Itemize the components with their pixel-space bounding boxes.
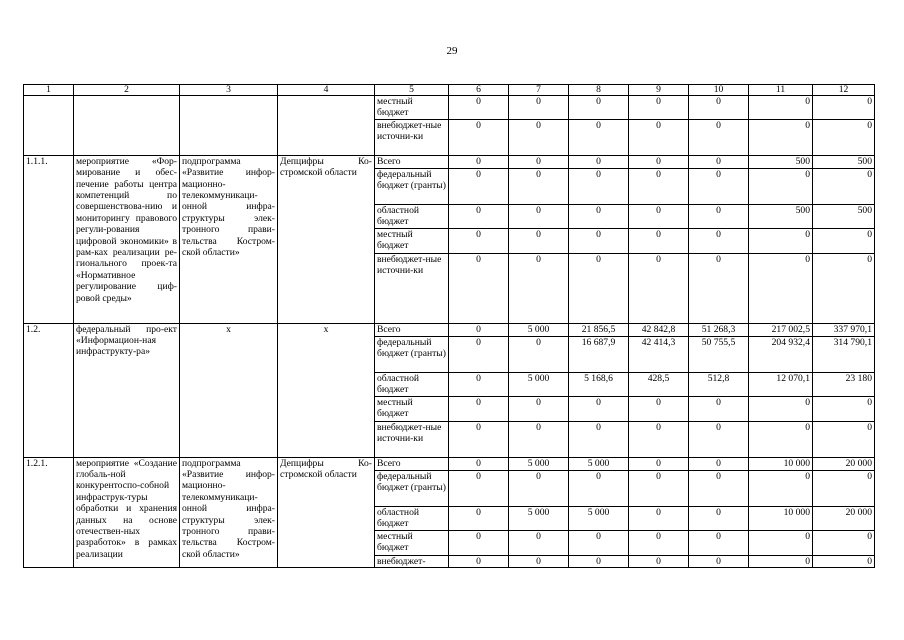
value-cell: 0 xyxy=(449,204,509,228)
value-cell: 5 000 xyxy=(509,506,569,530)
value-cell: 0 xyxy=(569,155,629,168)
value-cell: 0 xyxy=(813,396,875,421)
value-cell: 5 000 xyxy=(509,323,569,336)
value-cell: 0 xyxy=(689,204,749,228)
funding-source-cell: местный бюджет xyxy=(375,396,449,421)
value-cell: 0 xyxy=(689,155,749,168)
value-cell: 10 000 xyxy=(749,457,813,470)
budget-table xyxy=(23,84,875,568)
value-cell: 0 xyxy=(689,396,749,421)
table-row xyxy=(24,96,875,120)
value-cell: 0 xyxy=(509,421,569,457)
value-cell: 0 xyxy=(689,228,749,253)
funding-source-cell: местный бюджет xyxy=(375,530,449,555)
value-cell: 42 414,3 xyxy=(629,336,689,372)
value-cell: 0 xyxy=(629,96,689,120)
value-cell: 0 xyxy=(449,119,509,155)
value-cell: 0 xyxy=(629,155,689,168)
value-cell: 0 xyxy=(569,168,629,204)
value-cell: 0 xyxy=(569,530,629,555)
name-cell xyxy=(74,96,180,156)
funding-source-cell: местный бюджет xyxy=(375,96,449,120)
value-cell: 314 790,1 xyxy=(813,336,875,372)
value-cell: 21 856,5 xyxy=(569,323,629,336)
value-cell: 5 168,6 xyxy=(569,372,629,396)
value-cell: 0 xyxy=(449,155,509,168)
funding-source-cell: федеральный бюджет (гранты) xyxy=(375,168,449,204)
value-cell: 0 xyxy=(813,530,875,555)
value-cell: 0 xyxy=(569,96,629,120)
value-cell: 500 xyxy=(749,204,813,228)
value-cell: 0 xyxy=(749,96,813,120)
value-cell: 0 xyxy=(509,228,569,253)
header-row xyxy=(24,85,875,96)
item-name: федеральный про-ект «Информацион-ная инфраструкту-ра» xyxy=(74,323,180,457)
value-cell: 0 xyxy=(569,470,629,506)
value-cell: 0 xyxy=(449,336,509,372)
header-cell: 3 xyxy=(180,85,278,96)
table-row xyxy=(24,155,875,168)
value-cell: 0 xyxy=(689,470,749,506)
header-cell: 2 xyxy=(74,85,180,96)
value-cell: 0 xyxy=(813,96,875,120)
value-cell: 0 xyxy=(569,421,629,457)
value-cell: 0 xyxy=(569,204,629,228)
value-cell: 20 000 xyxy=(813,506,875,530)
header-cell: 11 xyxy=(749,85,813,96)
funding-source-cell: областной бюджет xyxy=(375,506,449,530)
value-cell: 0 xyxy=(449,470,509,506)
value-cell: 0 xyxy=(569,396,629,421)
value-cell: 0 xyxy=(449,506,509,530)
value-cell: 337 970,1 xyxy=(813,323,875,336)
funding-source-cell: областной бюджет xyxy=(375,204,449,228)
value-cell: 16 687,9 xyxy=(569,336,629,372)
value-cell: 512,8 xyxy=(689,372,749,396)
value-cell: 0 xyxy=(449,421,509,457)
value-cell: 0 xyxy=(449,228,509,253)
item-name: мероприятие «Создание глобаль-ной конкурентоспо-собной инфраструк-туры обработки и хранения данных на основе отечествен-ных разработок» в рамках реализации xyxy=(74,457,180,567)
funding-source-cell: внебюджет-ные источни-ки xyxy=(375,253,449,323)
value-cell: 0 xyxy=(569,119,629,155)
header-cell: 1 xyxy=(24,85,74,96)
value-cell: 0 xyxy=(509,336,569,372)
executor-cell xyxy=(278,96,375,156)
value-cell: 42 842,8 xyxy=(629,323,689,336)
value-cell: 0 xyxy=(689,253,749,323)
value-cell: 500 xyxy=(749,155,813,168)
value-cell: 0 xyxy=(749,530,813,555)
page-number: 29 xyxy=(446,45,458,57)
value-cell: 0 xyxy=(749,396,813,421)
value-cell: 0 xyxy=(689,168,749,204)
value-cell: 0 xyxy=(629,204,689,228)
value-cell: 0 xyxy=(749,253,813,323)
value-cell: 0 xyxy=(449,457,509,470)
item-name: мероприятие «Фор-мирование и обес-печение работы центра компетенций по совершенствова-нию и мониторингу правового регули-рования цифровой экономики» в рам-ках реализации ре-гионального проек-та «Нормативное регулирование циф-ровой среды» xyxy=(74,155,180,323)
value-cell: 204 932,4 xyxy=(749,336,813,372)
item-executor: Депцифры Ко-стромской области xyxy=(278,457,375,567)
value-cell: 5 000 xyxy=(569,506,629,530)
item-executor: х xyxy=(278,323,375,457)
header-cell: 7 xyxy=(509,85,569,96)
funding-source-cell: внебюджет- xyxy=(375,555,449,567)
value-cell: 0 xyxy=(629,253,689,323)
value-cell: 0 xyxy=(689,530,749,555)
value-cell: 0 xyxy=(509,204,569,228)
value-cell: 0 xyxy=(813,228,875,253)
item-number: 1.2.1. xyxy=(24,457,74,567)
value-cell: 50 755,5 xyxy=(689,336,749,372)
value-cell: 0 xyxy=(449,555,509,567)
value-cell: 0 xyxy=(449,396,509,421)
value-cell: 0 xyxy=(629,506,689,530)
value-cell: 0 xyxy=(629,119,689,155)
value-cell: 5 000 xyxy=(509,457,569,470)
value-cell: 500 xyxy=(813,204,875,228)
value-cell: 0 xyxy=(569,228,629,253)
item-program: подпрограмма «Развитие инфор-мационно-телекоммуникаци-онной инфра-структуры элек-тронного прави-тельства Костром-ской области» xyxy=(180,457,278,567)
value-cell: 0 xyxy=(509,119,569,155)
value-cell: 0 xyxy=(749,470,813,506)
item-number: 1.1.1. xyxy=(24,155,74,323)
value-cell: 0 xyxy=(449,530,509,555)
value-cell: 0 xyxy=(569,253,629,323)
number-cell xyxy=(24,96,74,156)
value-cell: 5 000 xyxy=(569,457,629,470)
funding-source-cell: федеральный бюджет (гранты) xyxy=(375,336,449,372)
item-program: подпрограмма «Развитие инфор-мационно-телекоммуникаци-онной инфра-структуры элек-тронного прави-тельства Костром-ской области» xyxy=(180,155,278,323)
value-cell: 10 000 xyxy=(749,506,813,530)
funding-source-cell: федеральный бюджет (гранты) xyxy=(375,470,449,506)
value-cell: 0 xyxy=(629,168,689,204)
header-cell: 5 xyxy=(375,85,449,96)
header-cell: 10 xyxy=(689,85,749,96)
value-cell: 0 xyxy=(689,457,749,470)
item-number: 1.2. xyxy=(24,323,74,457)
value-cell: 0 xyxy=(813,470,875,506)
value-cell: 0 xyxy=(509,396,569,421)
header-cell: 6 xyxy=(449,85,509,96)
value-cell: 51 268,3 xyxy=(689,323,749,336)
value-cell: 0 xyxy=(813,119,875,155)
value-cell: 20 000 xyxy=(813,457,875,470)
value-cell: 0 xyxy=(509,168,569,204)
value-cell: 0 xyxy=(449,168,509,204)
value-cell: 0 xyxy=(689,421,749,457)
value-cell: 0 xyxy=(629,396,689,421)
header-cell: 12 xyxy=(813,85,875,96)
value-cell: 0 xyxy=(689,96,749,120)
value-cell: 0 xyxy=(749,119,813,155)
value-cell: 0 xyxy=(629,470,689,506)
funding-source-cell: Всего xyxy=(375,155,449,168)
value-cell: 0 xyxy=(749,168,813,204)
header-cell: 9 xyxy=(629,85,689,96)
value-cell: 0 xyxy=(449,372,509,396)
value-cell: 0 xyxy=(813,168,875,204)
value-cell: 0 xyxy=(813,253,875,323)
value-cell: 0 xyxy=(509,555,569,567)
value-cell: 0 xyxy=(813,555,875,567)
value-cell: 217 002,5 xyxy=(749,323,813,336)
value-cell: 0 xyxy=(689,119,749,155)
value-cell: 0 xyxy=(629,421,689,457)
header-cell: 4 xyxy=(278,85,375,96)
value-cell: 500 xyxy=(813,155,875,168)
header-cell: 8 xyxy=(569,85,629,96)
value-cell: 0 xyxy=(509,253,569,323)
value-cell: 0 xyxy=(629,228,689,253)
value-cell: 428,5 xyxy=(629,372,689,396)
item-executor: Депцифры Ко-стромской области xyxy=(278,155,375,323)
value-cell: 0 xyxy=(509,155,569,168)
value-cell: 0 xyxy=(629,457,689,470)
value-cell: 0 xyxy=(509,96,569,120)
value-cell: 0 xyxy=(749,421,813,457)
table-row xyxy=(24,323,875,336)
value-cell: 23 180 xyxy=(813,372,875,396)
value-cell: 5 000 xyxy=(509,372,569,396)
value-cell: 0 xyxy=(449,323,509,336)
funding-source-cell: внебюджет-ные источни-ки xyxy=(375,421,449,457)
funding-source-cell: внебюджет-ные источни-ки xyxy=(375,119,449,155)
program-cell xyxy=(180,96,278,156)
funding-source-cell: областной бюджет xyxy=(375,372,449,396)
funding-source-cell: местный бюджет xyxy=(375,228,449,253)
value-cell: 0 xyxy=(449,253,509,323)
value-cell: 0 xyxy=(569,555,629,567)
value-cell: 0 xyxy=(629,530,689,555)
item-program: х xyxy=(180,323,278,457)
value-cell: 0 xyxy=(813,421,875,457)
value-cell: 0 xyxy=(689,506,749,530)
funding-source-cell: Всего xyxy=(375,323,449,336)
value-cell: 0 xyxy=(449,96,509,120)
value-cell: 0 xyxy=(749,228,813,253)
value-cell: 0 xyxy=(509,470,569,506)
value-cell: 12 070,1 xyxy=(749,372,813,396)
value-cell: 0 xyxy=(629,555,689,567)
table-row xyxy=(24,457,875,470)
value-cell: 0 xyxy=(749,555,813,567)
value-cell: 0 xyxy=(509,530,569,555)
value-cell: 0 xyxy=(689,555,749,567)
funding-source-cell: Всего xyxy=(375,457,449,470)
